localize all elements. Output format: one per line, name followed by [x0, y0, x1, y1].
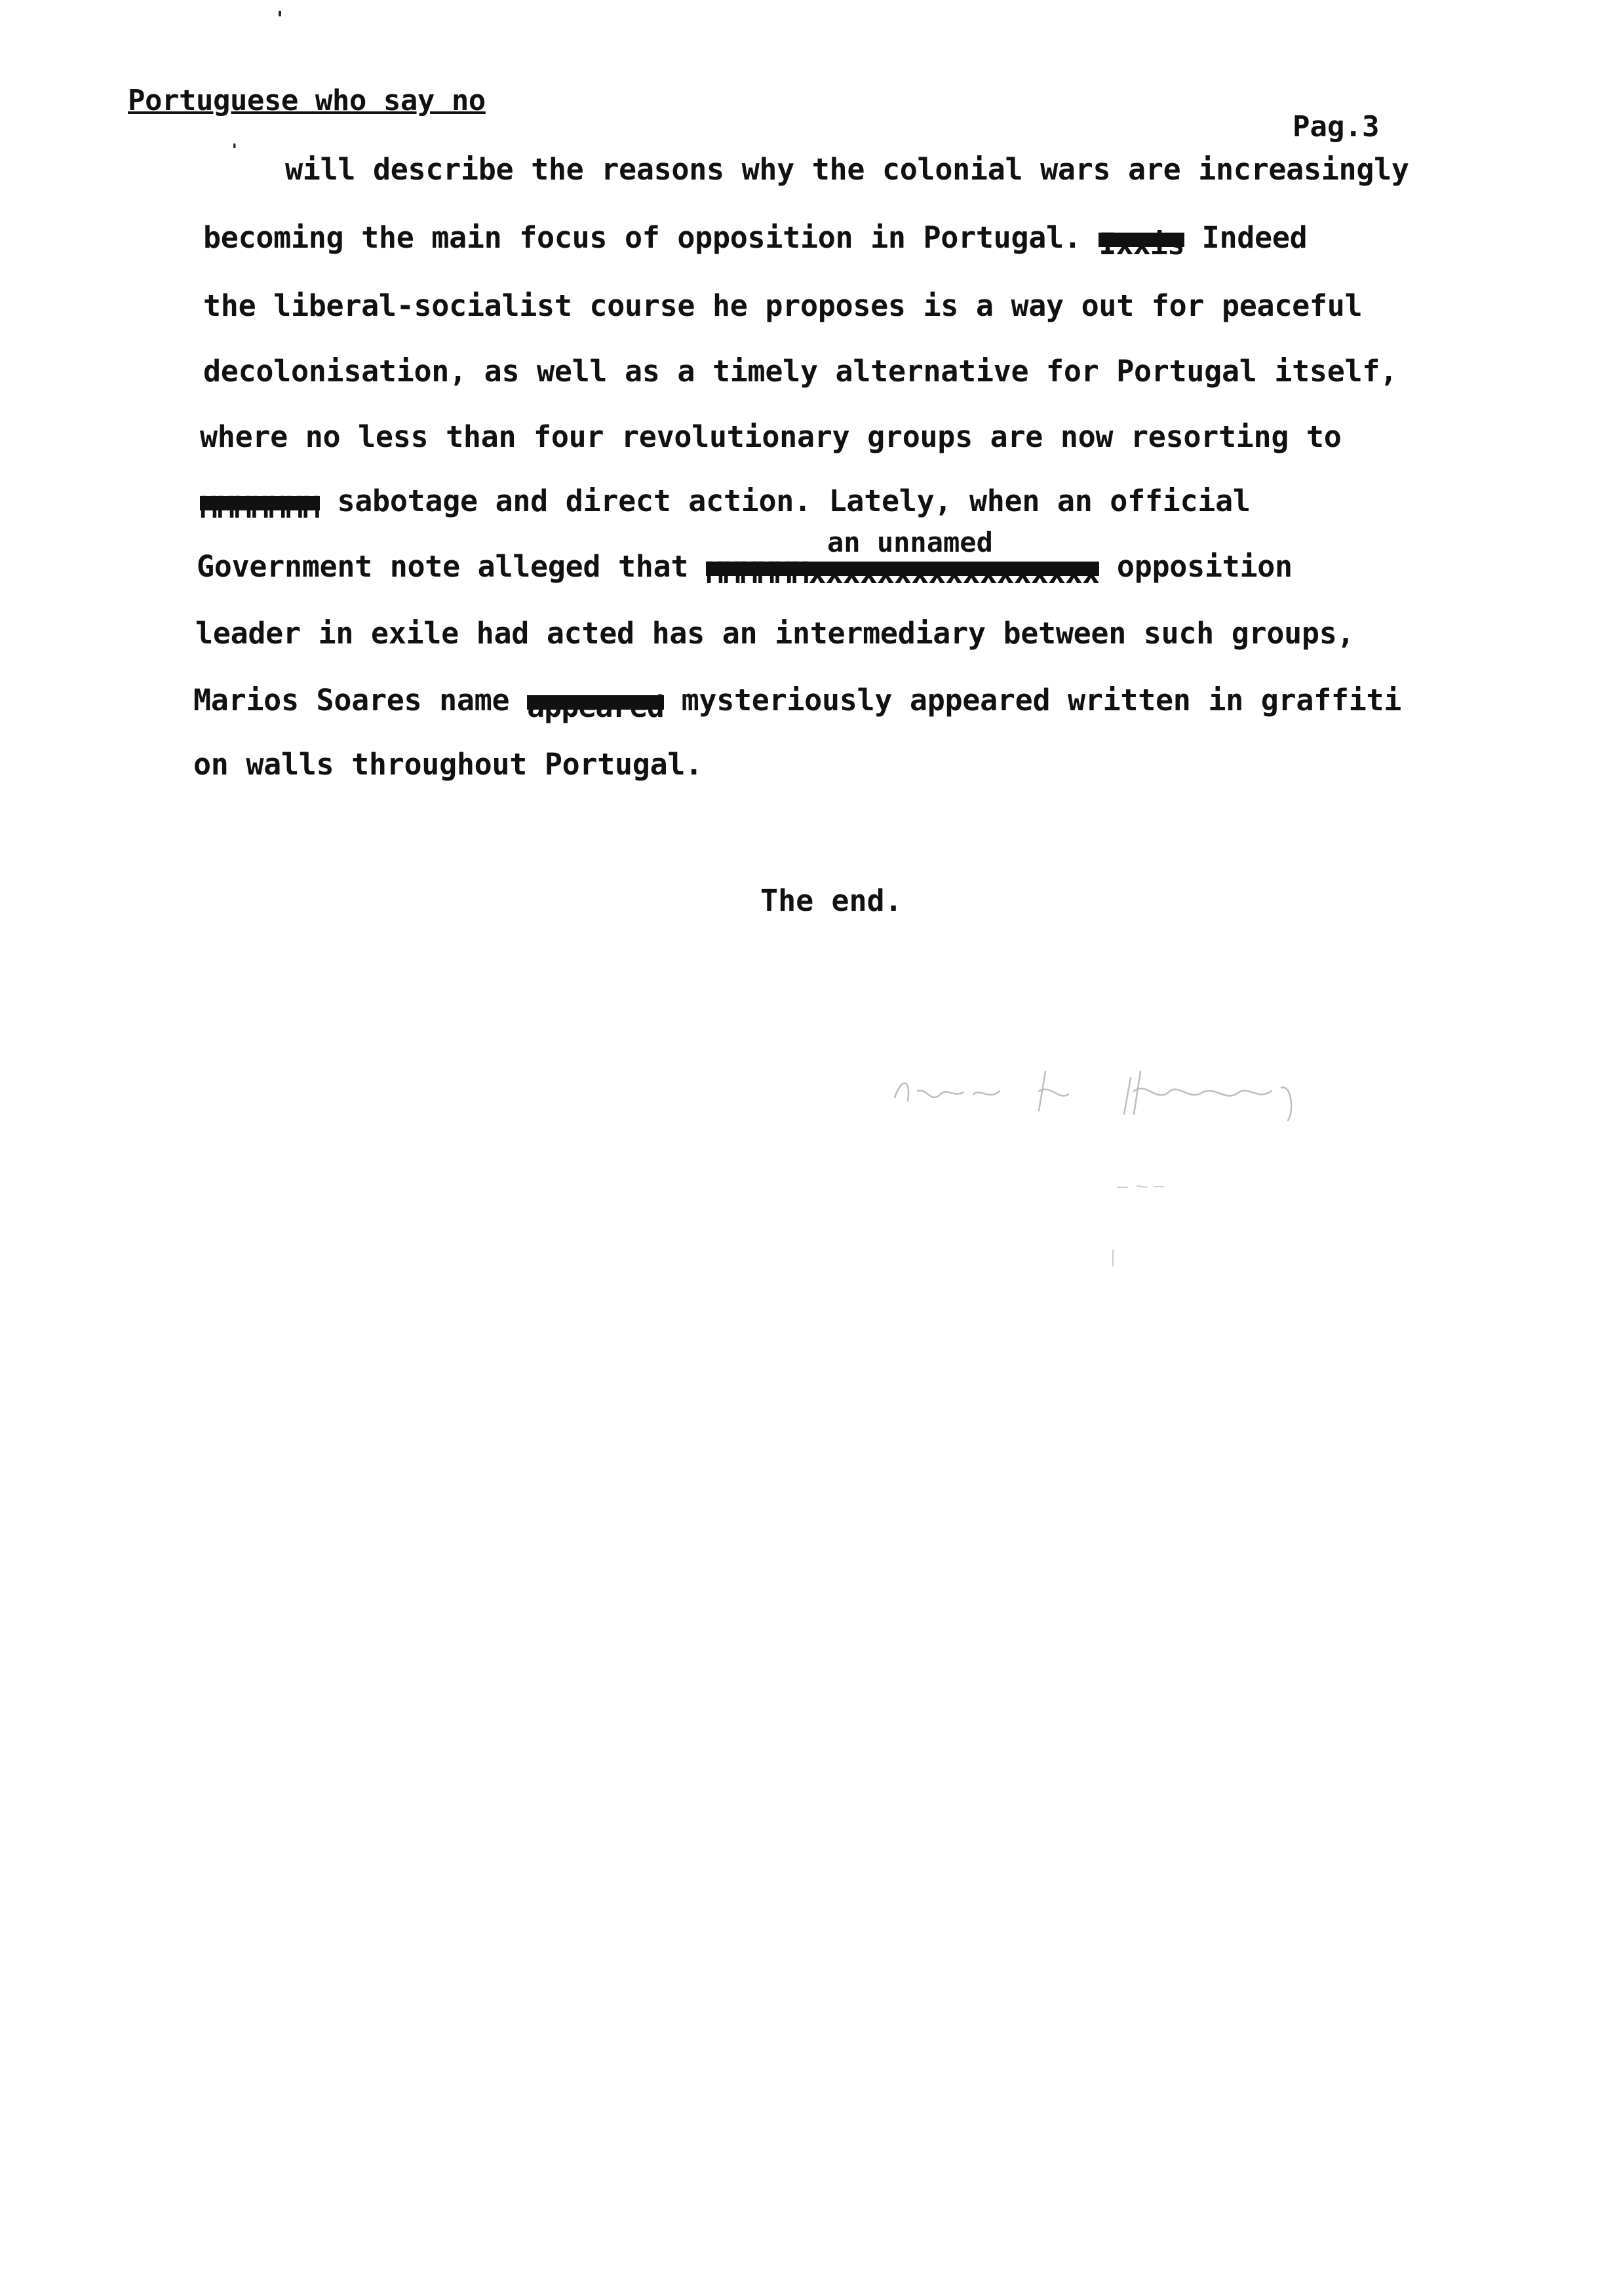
scan-mark: [1111, 1248, 1115, 1268]
struck-text: Ixxis: [1099, 227, 1184, 261]
line-text: becoming the main focus of opposition in Portugal.: [203, 220, 1099, 255]
document-title: Portuguese who say no: [128, 84, 486, 117]
struck-text: MMMMMMxxxxxxxxxxxxxxxxx: [705, 556, 1100, 590]
struck-text: MMMMMMM: [200, 490, 320, 525]
line-text: on walls throughout Portugal.: [193, 747, 703, 782]
body-line-3: [203, 288, 1362, 323]
body-line-10: [193, 747, 703, 782]
body-line-9: [193, 683, 1402, 724]
body-line-1: [285, 152, 1409, 187]
line-text: opposition: [1099, 549, 1293, 584]
page-number: Pag.3: [1293, 110, 1380, 144]
line-text: Marios Soares name: [193, 683, 528, 718]
scan-speck: ': [274, 8, 286, 31]
scan-speck: ': [229, 141, 240, 161]
closing-text: The end.: [760, 883, 903, 918]
line-text: sabotage and direct action. Lately, when an official: [319, 484, 1251, 518]
struck-text: appeared: [527, 689, 664, 724]
line-text: Government note alleged that: [197, 549, 706, 584]
body-line-2: [203, 220, 1308, 261]
line-text: mysteriously appeared written in graffiti: [663, 683, 1402, 718]
line-text: where no less than four revolutionary groups are now resorting to: [200, 419, 1342, 454]
line-text: will describe the reasons why the colonial wars are increasingly: [285, 152, 1409, 187]
line-text: decolonisation, as well as a timely alternative for Portugal itself,: [203, 354, 1397, 389]
body-line-7: [197, 549, 1293, 590]
handwritten-signature: [882, 1052, 1393, 1130]
body-line-6: [200, 484, 1251, 525]
signature-strokes: [895, 1071, 1291, 1120]
scan-mark: [1114, 1179, 1167, 1193]
line-text: Indeed: [1184, 220, 1308, 255]
line-text: leader in exile had acted has an intermediary between such groups,: [195, 616, 1355, 651]
interlinear-insert: an unnamed: [827, 526, 993, 558]
line-text: the liberal-socialist course he proposes is a way out for peaceful: [203, 288, 1363, 323]
body-line-5: [200, 419, 1342, 454]
body-line-4: [203, 354, 1397, 389]
body-line-8: [195, 616, 1354, 651]
